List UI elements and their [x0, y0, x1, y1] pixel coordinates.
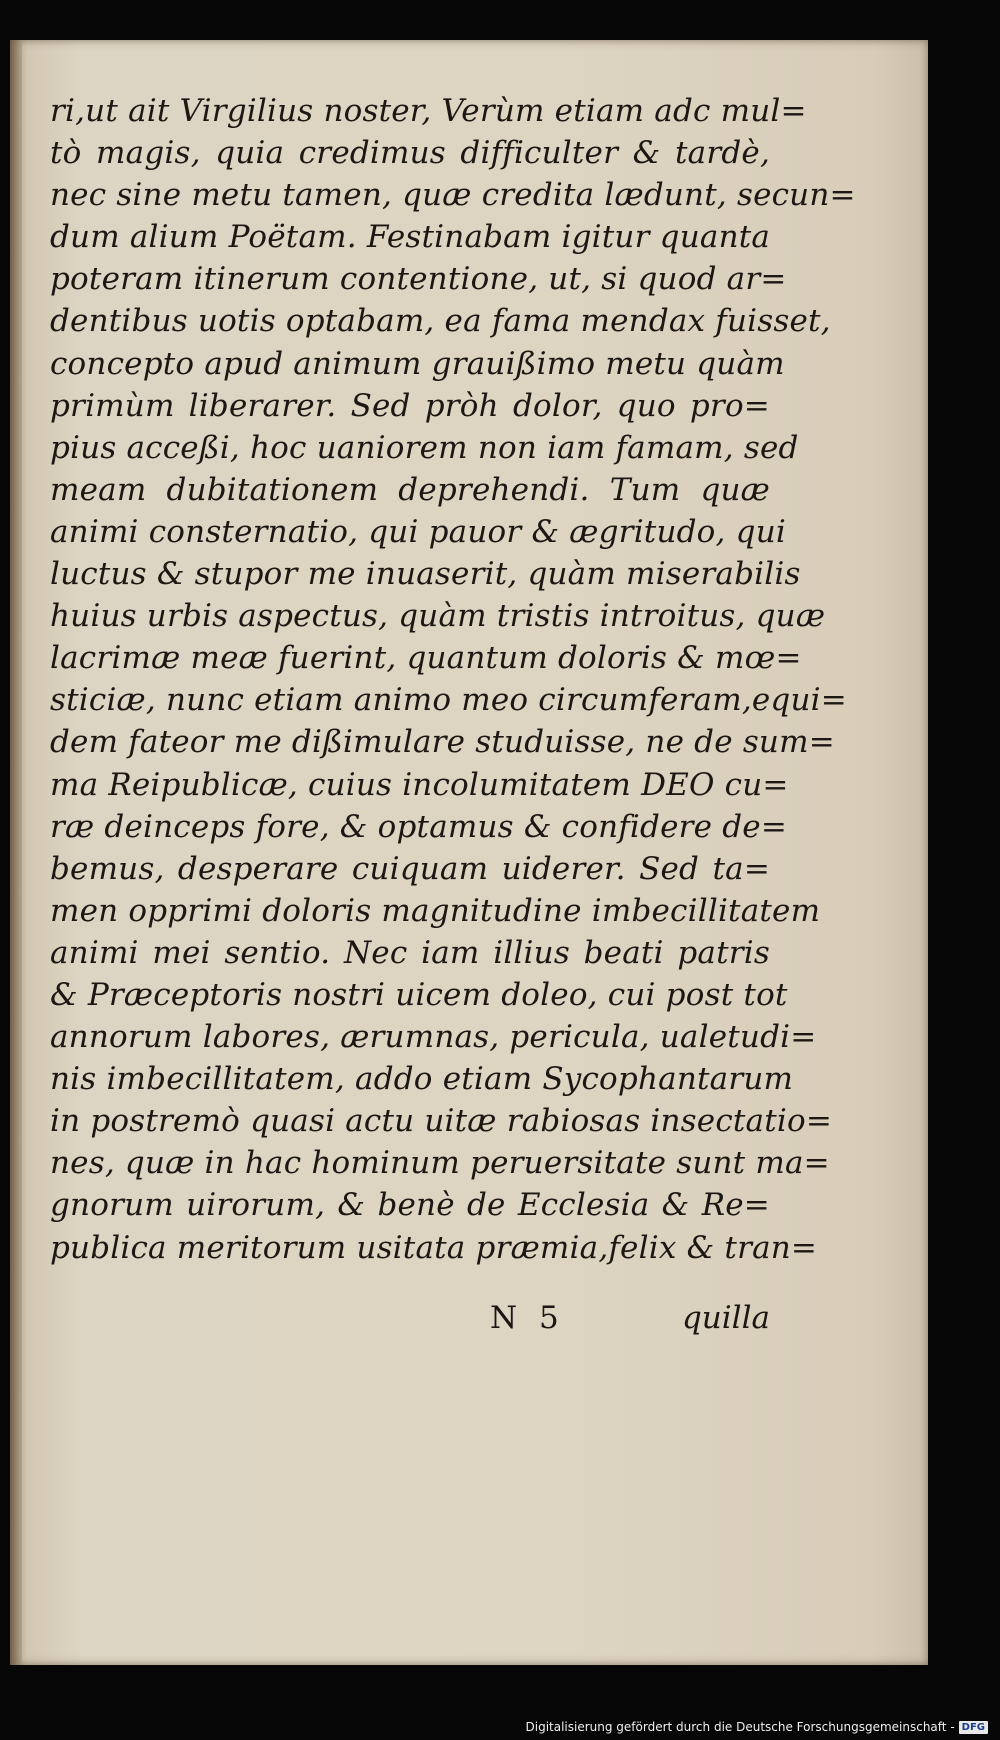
- dfg-logo: DFG: [959, 1721, 988, 1734]
- text-line: in postremò quasi actu uitæ rabiosas insectatio=: [50, 1103, 833, 1140]
- text-line: pius acceßi, hoc uaniorem non iam famam, sed: [50, 429, 799, 466]
- text-line: sticiæ, nunc etiam animo meo circumferam,equi=: [50, 682, 847, 719]
- text-line: dem fateor me dißimulare studuisse, ne de sum=: [50, 724, 835, 761]
- catchline: [50, 1300, 770, 1342]
- text-line: luctus & stupor me inuaserit, quàm miserabilis: [50, 556, 801, 593]
- text-line: bemus, desperare cuiquam uiderer. Sed ta=: [50, 850, 770, 887]
- catchword: quilla: [681, 1300, 770, 1336]
- signature-mark: N 5: [490, 1300, 565, 1336]
- text-line: nec sine metu tamen, quæ credita lædunt, secun=: [50, 177, 856, 214]
- text-line: & Præceptoris nostri uicem doleo, cui post tot: [50, 976, 788, 1013]
- book-page: [10, 40, 928, 1665]
- body-text: [50, 90, 856, 1269]
- text-line: animi consternatio, qui pauor & ægritudo, qui: [50, 513, 786, 550]
- text-line: primùm liberarer. Sed pròh dolor, quo pro=: [50, 387, 770, 424]
- text-line: ri,ut ait Virgilius noster, Verùm etiam adc mul=: [50, 93, 807, 129]
- text-line: poteram itinerum contentione, ut, si quod ar=: [50, 261, 787, 298]
- text-line: nis imbecillitatem, addo etiam Sycophantarum: [50, 1061, 794, 1098]
- digitization-footer: [526, 1720, 989, 1734]
- text-line: publica meritorum usitata præmia,felix & tran=: [50, 1229, 818, 1266]
- text-line: tò magis, quia credimus difficulter & tardè,: [50, 135, 770, 172]
- text-line: dum alium Poëtam. Festinabam igitur quanta: [50, 219, 771, 256]
- text-line: animi mei sentio. Nec iam illius beati patris: [50, 934, 770, 971]
- text-line: ma Reipublicæ, cuius incolumitatem DEO cu=: [50, 766, 789, 803]
- text-line: concepto apud animum grauißimo metu quàm: [50, 345, 785, 382]
- text-line: dentibus uotis optabam, ea fama mendax fuisset,: [50, 303, 831, 340]
- text-line: huius urbis aspectus, quàm tristis introitus, quæ: [50, 598, 826, 635]
- footer-credit: Digitalisierung gefördert durch die Deutsche Forschungsgemeinschaft -: [525, 1720, 955, 1734]
- text-line: men opprimi doloris magnitudine imbecillitatem: [50, 892, 821, 929]
- text-line: gnorum uirorum, & benè de Ecclesia & Re=: [50, 1187, 770, 1224]
- text-line: meam dubitationem deprehendi. Tum quæ: [50, 471, 770, 508]
- text-line: ræ deinceps fore, & optamus & confidere de=: [50, 808, 788, 845]
- text-line: lacrimæ meæ fuerint, quantum doloris & mœ=: [50, 640, 802, 677]
- text-line: nes, quæ in hac hominum peruersitate sunt ma=: [50, 1145, 830, 1182]
- text-line: annorum labores, ærumnas, pericula, ualetudi=: [50, 1019, 817, 1056]
